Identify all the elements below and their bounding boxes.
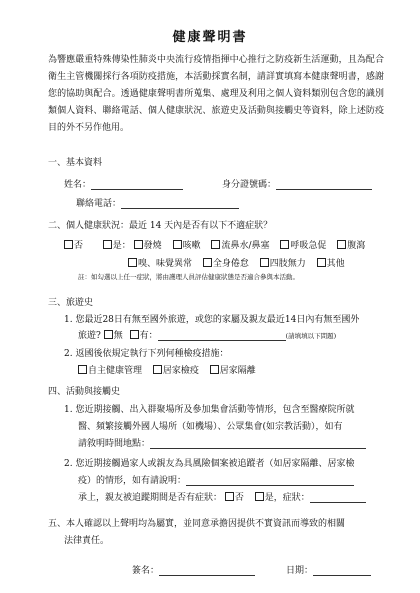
signature-field[interactable] [159,565,255,576]
intro-paragraph: 為響應嚴重特殊傳染性肺炎中央流行疫情指揮中心推行之防疫新生活運動，且為配合衛生主管機關採行各項防疫措施，本活動採實名制，請詳實填寫本健康聲明書，感謝您的協助與配合。透過健康聲明書所蒐集、處理及利用之個人資料類別包含您的識別類個人資料、聯絡電話、個人健康狀況、旅遊史及活動與接觸史等資料，除上述防疫目的外不另作他用。 [48,55,384,133]
health-yes-label: 是： [112,241,131,251]
page-title: 健康聲明書 [172,30,248,45]
health-no-label: 否 [74,241,84,251]
travel-no-label: 無 [113,331,123,341]
symptom-label: 發燒 [143,241,162,251]
name-field[interactable] [91,179,183,190]
symptom-label: 其他 [326,259,345,269]
symptom-checkbox[interactable] [317,258,326,267]
id-field[interactable] [276,179,372,190]
health-yes-checkbox[interactable] [103,240,112,249]
symptom-label: 流鼻水/鼻塞 [221,241,270,251]
health-row-2 [128,256,345,269]
contact-q2-line1: 2. 您近期接觸過家人或親友為具風險個案被追蹤者（如居家隔離、居家檢 [64,459,355,469]
contact-q1-line2: 醫、頻繁接觸外國人場所（如機場）、公眾集會(如宗教活動），如有 [78,422,343,432]
home-quarantine-checkbox[interactable] [153,365,162,374]
section-contact-heading: 四、活動與接觸史 [48,387,121,397]
section-travel-heading: 三、旅遊史 [48,298,94,308]
travel-q1-line1: 1. 您最近28日有無至國外旅遊，或您的家屬及親友最近14日內有無至國外 [64,315,360,325]
id-row [222,177,372,190]
travel-no-checkbox[interactable] [104,330,113,339]
symptom-label: 呼吸急促 [290,241,327,251]
health-note: 註：如勾選以上任一症狀，將由護理人員評估健康狀態是否適合參與本活動。 [78,273,299,281]
contact-q2-prompt: 疫）的情形，如有請說明： [78,476,187,486]
travel-yes-checkbox[interactable] [130,330,139,339]
travel-hint: (請填填以下問題) [285,332,337,340]
travel-q1-line2 [78,328,336,341]
travel-detail-field[interactable] [158,330,286,341]
home-quarantine-label: 居家檢疫 [162,366,199,376]
contact-no-label: 否 [234,493,244,503]
contact-q1-line1: 1. 您近期接觸、出入群聚場所及參加集會活動等情形，包含至醫療院所就 [64,405,355,415]
gathering-detail-field[interactable] [150,438,366,449]
contact-q1-line3 [78,436,366,449]
health-no-checkbox[interactable] [64,240,73,249]
symptom-checkbox[interactable] [280,240,289,249]
date-label: 日期： [286,566,314,576]
symptom-checkbox[interactable] [134,240,143,249]
symptom-checkbox[interactable] [128,258,137,267]
name-row [64,177,183,190]
health-row-1 [64,238,365,251]
symptom-checkbox[interactable] [260,258,269,267]
travel-q2: 2. 返國後依規定執行下列何種檢疫措施： [64,349,229,359]
symptom-label: 腹瀉 [347,241,366,251]
home-isolation-checkbox[interactable] [210,365,219,374]
phone-label: 聯絡電話： [76,199,122,209]
contact-detail-field[interactable] [186,475,354,486]
symptom-label: 嗅、味覺異常 [138,259,193,269]
contact-q1-prompt: 請敘明時間地點： [78,439,151,449]
id-label: 身分證號碼： [222,180,277,190]
section-basic-info-heading: 一、基本資料 [48,158,103,168]
signature-label: 簽名： [132,566,160,576]
date-field[interactable] [313,565,371,576]
contact-no-checkbox[interactable] [225,492,234,501]
travel-q1-tail: 旅遊? [78,331,101,341]
symptom-label: 四肢無力 [269,259,306,269]
signature-row [132,563,255,576]
symptom-checkbox[interactable] [337,240,346,249]
symptom-checkbox[interactable] [203,258,212,267]
declaration-line2: 法律責任。 [64,536,110,546]
symptom-checkbox[interactable] [211,240,220,249]
contact-q2-line3 [78,490,366,503]
phone-field[interactable] [121,198,239,209]
declaration-line1: 五、本人確認以上聲明均為屬實，並同意承擔因提供不實資訊而導致的相關 [48,519,346,529]
self-health-checkbox[interactable] [78,365,87,374]
quarantine-options [78,363,256,376]
self-health-label: 自主健康管理 [88,366,143,376]
symptom-label: 全身倦怠 [212,259,249,269]
contact-q2-line2 [78,473,354,486]
date-row [286,563,371,576]
name-label: 姓名： [64,180,92,190]
home-isolation-label: 居家隔離 [219,366,256,376]
contact-yes-label: 是，症狀： [264,493,310,503]
symptom-checkbox[interactable] [173,240,182,249]
symptom-label: 咳嗽 [182,241,201,251]
contact-symptom-field[interactable] [310,492,366,503]
contact-symptom-prompt: 承上，親友被追蹤期間是否有症狀： [78,493,223,503]
travel-yes-label: 有： [139,331,158,341]
section-health-heading: 二、個人健康狀況：最近 14 天內是否有以下不適症狀？ [48,221,273,231]
phone-row [76,196,239,209]
contact-yes-checkbox[interactable] [255,492,264,501]
